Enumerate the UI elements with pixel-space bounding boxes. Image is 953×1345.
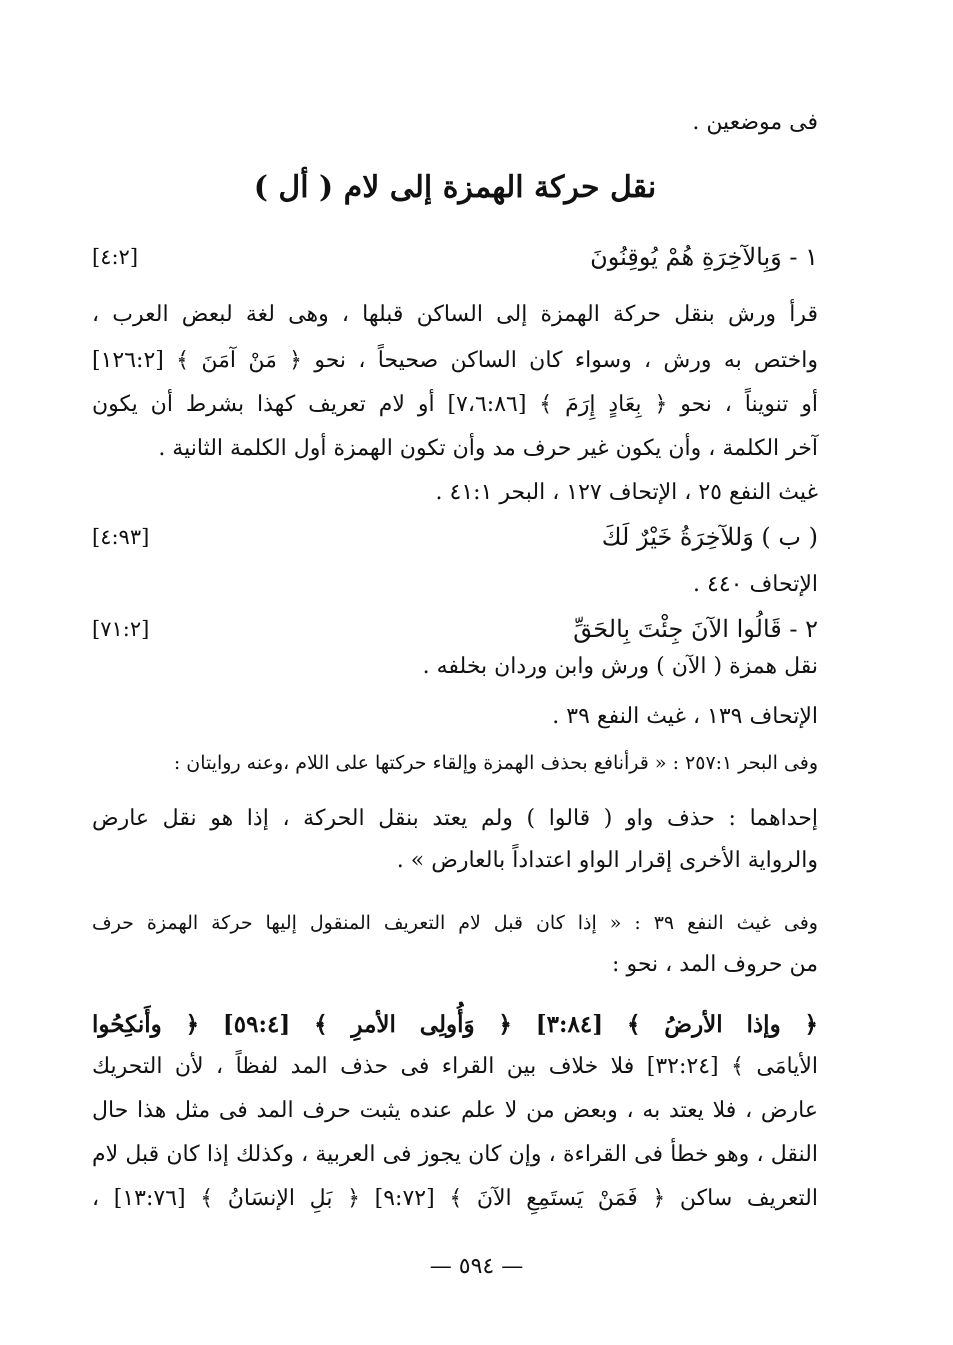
- reference-line: غيث النفع ٢٥ ، الإتحاف ١٢٧ ، البحر ٤١:١ .: [435, 480, 818, 505]
- verse-reference: [٤:٩٣]: [92, 525, 150, 549]
- verse-row-1: [92, 240, 818, 274]
- paragraph-line: من حروف المد ، نحو :: [612, 952, 818, 977]
- paragraph-line: إحداهما : حذف واو ( قالوا ) ولم يعتد بنقل الحركة ، إذا هو نقل عارض: [92, 806, 818, 831]
- paragraph-line: التعريف ساكن ﴿ فَمَنْ يَستَمِعِ الآنَ ﴾ [٩:٧٢] ﴿ بَلِ الإنسَانُ ﴾ [١٣:٧٦] ،: [92, 1186, 819, 1211]
- section-title: نقل حركة الهمزة إلى لام ( أل ): [253, 170, 657, 205]
- paragraph-line: واختص به ورش ، وسواء كان الساكن صحيحاً ، نحو ﴿ مَنْ آمَنَ ﴾ [١٢٦:٢]: [92, 348, 818, 373]
- reference-line: الإتحاف ١٣٩ ، غيث النفع ٣٩ .: [552, 704, 818, 729]
- paragraph-line: عارض ، فلا يعتد به ، وبعض من لا علم عنده يثبت حرف المد فى مثل هذا حال: [92, 1098, 818, 1123]
- verse-reference: [٤:٢]: [92, 245, 139, 269]
- verse-text: ٢ - قَالُوا الآنَ جِئْتَ بِالحَقِّ: [573, 615, 818, 643]
- verse-reference: [٧١:٢]: [92, 617, 150, 641]
- paragraph-line: النقل ، وهو خطأ فى القراءة ، وإن كان يجوز فى العربية ، وكذلك إذا كان قبل لام: [92, 1142, 818, 1167]
- paragraph-line: آخر الكلمة ، وأن يكون غير حرف مد وأن تكون الهمزة أول الكلمة الثانية .: [158, 436, 818, 461]
- reference-line: الإتحاف ٤٤٠ .: [693, 572, 818, 597]
- verse-text: ١ - وَبِالآخِرَةِ هُمْ يُوقِنُونَ: [590, 243, 818, 271]
- verse-text: ( ب ) وَللآخِرَةُ خَيْرٌ لَكَ: [601, 523, 818, 551]
- paragraph-line: الأيامَى ﴾ [٣٢:٢٤] فلا خلاف بين القراء فى حذف المد لفظاً ، لأن التحريك: [92, 1054, 818, 1079]
- paragraph-line: نقل همزة ( الآن ) ورش وابن وردان بخلفه .: [422, 654, 818, 679]
- paragraph-line: أو تنويناً ، نحو ﴿ بِعَادٍ إِرَمَ ﴾ [٧،٦:٨٦] أو لام تعريف كهذا بشرط أن يكون: [92, 392, 818, 417]
- paragraph-line: وفى غيث النفع ٣٩ : « إذا كان قبل لام التعريف المنقول إليها حركة الهمزة حرف: [92, 912, 818, 934]
- continuation-line: فى موضعين .: [692, 110, 818, 135]
- quote-line: وفى البحر ٢٥٧:١ : « قرأنافع بحذف الهمزة وإلقاء حركتها على اللام ،وعنه روايتان :: [173, 752, 818, 774]
- paragraph-line: ﴿ وإذا الأرضُ ﴾ [٣:٨٤] ﴿ وَأُولِى الأمرِ ﴾ [٥٩:٤] ﴿ وأَنكِحُوا: [92, 1011, 818, 1038]
- paragraph-line: والرواية الأخرى إقرار الواو اعتداداً بالعارض » .: [396, 848, 818, 873]
- verse-row-3: [92, 612, 818, 646]
- verse-row-2: [92, 520, 818, 554]
- page-number: — ٥٩٤ —: [429, 1254, 524, 1279]
- paragraph-line: قرأ ورش بنقل حركة الهمزة إلى الساكن قبلها ، وهى لغة لبعض العرب ،: [92, 302, 818, 327]
